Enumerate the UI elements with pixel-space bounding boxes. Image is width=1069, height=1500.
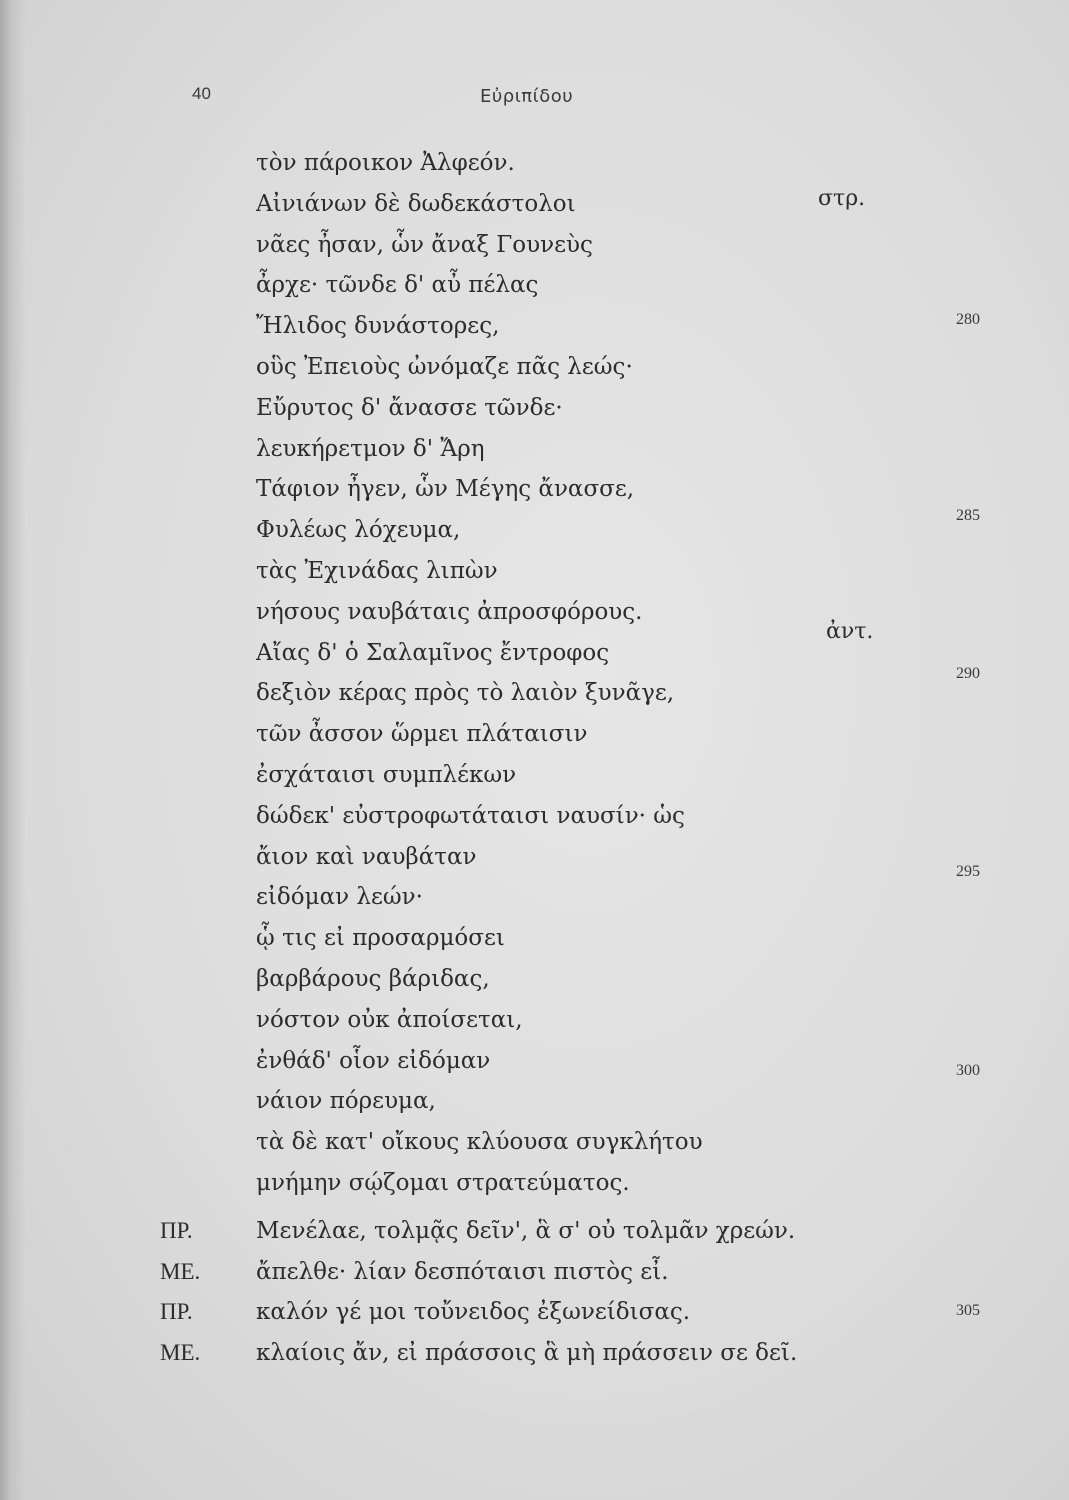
dialogue-text: κλαίοις ἄν, εἰ πράσσοις ἃ μὴ πράσσειν σε δεῖ. xyxy=(256,1339,798,1366)
verse-line: Φυλέως λόχευμα, xyxy=(256,517,461,544)
line-number: 295 xyxy=(956,863,980,880)
dialogue-line xyxy=(160,1292,1000,1333)
verse-line: Αἴας δ' ὁ Σαλαμῖνος ἔντροφος xyxy=(256,639,610,666)
verse-line: τὰς Ἐχινάδας λιπὼν xyxy=(256,557,498,584)
verse-block xyxy=(256,143,896,1204)
dialogue-line xyxy=(160,1211,1000,1252)
verse-line: δεξιὸν κέρας πρὸς τὸ λαιὸν ξυνᾶγε, xyxy=(256,680,675,707)
antistrophe-label: ἀντ. xyxy=(826,619,874,644)
dialogue-text: ἄπελθε· λίαν δεσπόταισι πιστὸς εἶ. xyxy=(256,1258,669,1285)
verse-line: Εὔρυτος δ' ἄνασσε τῶνδε· xyxy=(256,394,563,421)
dialogue-text: καλόν γέ μοι τοὔνειδος ἐξωνείδισας. xyxy=(256,1299,691,1325)
verse-line: ἄιον καὶ ναυβάταν xyxy=(256,843,477,870)
verse-line: Αἰνιάνων δὲ δωδεκάστολοι xyxy=(256,190,576,217)
line-number: 300 xyxy=(956,1062,980,1079)
speaker-label: ΜΕ. xyxy=(160,1339,201,1365)
verse-line: νᾶες ἦσαν, ὧν ἄναξ Γουνεὺς xyxy=(256,231,593,258)
dialogue-line xyxy=(160,1333,1000,1374)
verse-line: τῶν ἆσσον ὥρμει πλάταισιν xyxy=(256,721,588,748)
verse-line: μνήμην σῴζομαι στρατεύματος. xyxy=(256,1169,630,1196)
spine-shadow xyxy=(0,0,26,1500)
line-number: 285 xyxy=(956,507,980,524)
speaker-label: ΠΡ. xyxy=(160,1218,193,1243)
verse-line: τὸν πάροικον Ἀλφεόν. xyxy=(256,150,515,176)
verse-line: ἐνθάδ' οἷον εἰδόμαν xyxy=(256,1047,491,1074)
verse-line: νάιον πόρευμα, xyxy=(256,1088,436,1115)
line-number: 280 xyxy=(956,311,980,328)
line-number: 290 xyxy=(956,665,980,682)
verse-line: ᾧ τις εἰ προσαρμόσει xyxy=(256,925,505,952)
strophe-label: στρ. xyxy=(818,186,866,211)
dialogue-block xyxy=(160,1211,1000,1373)
speaker-label: ΜΕ. xyxy=(160,1258,201,1284)
dialogue-text: Μενέλαε, τολμᾷς δεῖν', ἃ σ' οὐ τολμᾶν χρεών. xyxy=(256,1218,796,1244)
verse-line: τὰ δὲ κατ' οἴκους κλύουσα συγκλήτου xyxy=(256,1129,703,1156)
verse-line: δώδεκ' εὐστροφωτάταισι ναυσίν· ὡς xyxy=(256,802,685,829)
verse-line: λευκήρετμον δ' Ἄρη xyxy=(256,435,485,462)
running-head: Εὐριπίδου xyxy=(480,86,574,107)
speaker-label: ΠΡ. xyxy=(160,1299,193,1324)
verse-line: βαρβάρους βάριδας, xyxy=(256,965,490,992)
verse-line: νήσους ναυβάταις ἀπροσφόρους. xyxy=(256,598,643,625)
line-number: 305 xyxy=(956,1302,980,1319)
verse-line: νόστον οὐκ ἀποίσεται, xyxy=(256,1006,523,1033)
verse-line: εἰδόμαν λεών· xyxy=(256,884,423,911)
verse-line: ἐσχάταισι συμπλέκων xyxy=(256,761,517,788)
page-number: 40 xyxy=(192,84,211,103)
verse-line: Ἤλιδος δυνάστορες, xyxy=(256,313,500,340)
verse-line: ἆρχε· τῶνδε δ' αὖ πέλας xyxy=(256,272,539,299)
dialogue-line xyxy=(160,1252,1000,1293)
verse-line: οὓς Ἐπειοὺς ὠνόμαζε πᾶς λεώς· xyxy=(256,353,633,380)
verse-line: Τάφιον ἦγεν, ὧν Μέγης ἄνασσε, xyxy=(256,476,635,503)
